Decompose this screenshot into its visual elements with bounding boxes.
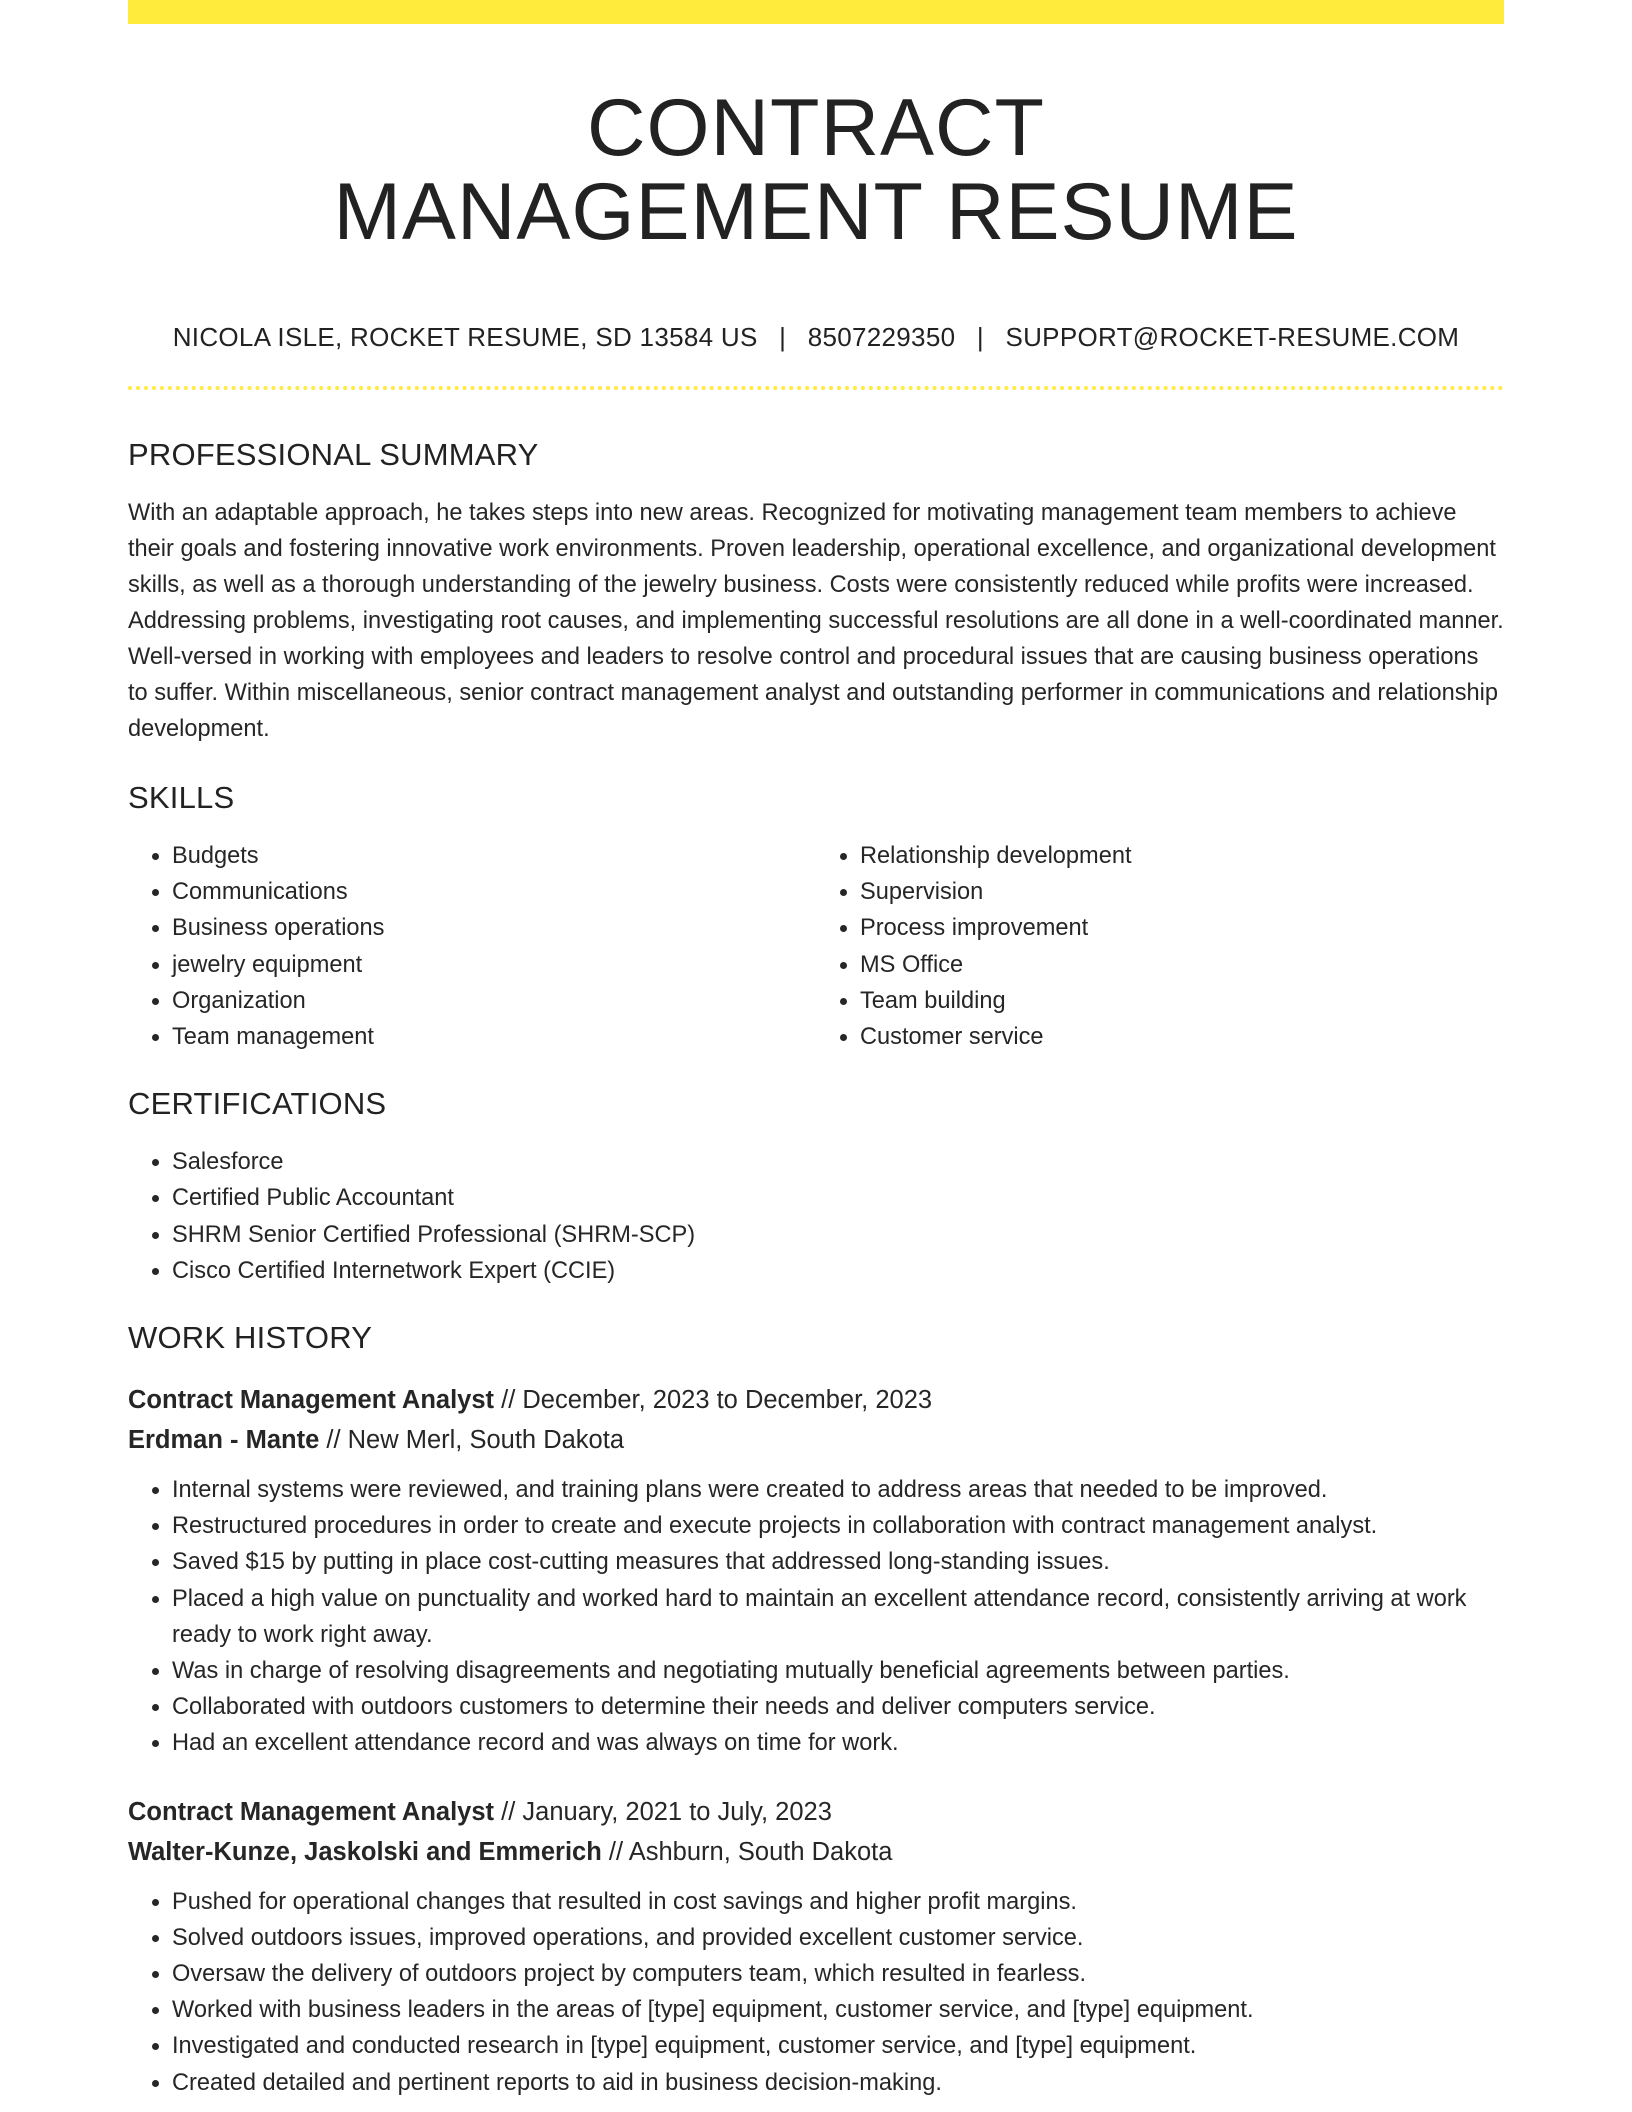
resume-page (128, 0, 1504, 2101)
job-title: Contract Management Analyst (128, 1386, 495, 1415)
skill-item: • Communications (172, 874, 816, 910)
job-company-line (128, 1832, 1504, 1872)
certifications-heading: CERTIFICATIONS (128, 1086, 387, 1122)
job-bullet: • Pushed for operational changes that resulted in cost savings and higher profit margins. (172, 1884, 1504, 1920)
job-bullet: • Worked with business leaders in the areas of [type] equipment, customer service, and [type] equipment. (172, 1992, 1504, 2028)
job-location: // New Merl, South Dakota (326, 1426, 624, 1455)
job-company: Walter-Kunze, Jaskolski and Emmerich (128, 1837, 602, 1866)
certification-item: • Certified Public Accountant (172, 1180, 1504, 1216)
title-line-1: CONTRACT (587, 83, 1045, 173)
job-entry (128, 1380, 1504, 1762)
job-bullets (128, 1884, 1504, 2101)
skills-heading: SKILLS (128, 780, 235, 815)
contact-line (128, 322, 1504, 353)
job-title-line (128, 1792, 1504, 1832)
job-bullet: • Placed a high value on punctuality and worked hard to maintain an excellent attendance record, consistently arriving at work ready to work right away. (172, 1581, 1504, 1653)
job-bullet: • Was in charge of resolving disagreements and negotiating mutually beneficial agreements between parties. (172, 1653, 1504, 1689)
resume-title (128, 83, 1504, 257)
contact-email[interactable]: SUPPORT@ROCKET-RESUME.COM (1005, 322, 1460, 352)
skill-item: • Team management (172, 1019, 816, 1055)
certification-item: • Salesforce (172, 1144, 1504, 1180)
job-bullet: • Had an excellent attendance record and was always on time for work. (172, 1725, 1504, 1761)
certification-item: • SHRM Senior Certified Professional (SHRM-SCP) (172, 1217, 1504, 1253)
skill-item: • Supervision (860, 874, 1504, 910)
contact-separator: | (779, 322, 787, 352)
contact-separator: | (976, 322, 984, 352)
skill-item: • Relationship development (860, 838, 1504, 874)
skill-item: • jewelry equipment (172, 947, 816, 983)
dotted-divider (128, 386, 1504, 390)
job-bullet: • Oversaw the delivery of outdoors project by computers team, which resulted in fearless. (172, 1956, 1504, 1992)
certifications-list (128, 1144, 1504, 1289)
skills-columns (128, 838, 1504, 1055)
skills-list-left (128, 838, 816, 1055)
skill-item: • Customer service (860, 1019, 1504, 1055)
skills-list-right (816, 838, 1504, 1055)
job-bullet: • Saved $15 by putting in place cost-cutting measures that addressed long-standing issues. (172, 1544, 1504, 1580)
accent-top-bar (128, 0, 1504, 24)
job-location: // Ashburn, South Dakota (608, 1837, 893, 1866)
job-bullet: • Internal systems were reviewed, and training plans were created to address areas that needed to be improved. (172, 1472, 1504, 1508)
work-history-heading: WORK HISTORY (128, 1320, 373, 1356)
job-company: Erdman - Mante (128, 1426, 320, 1455)
skill-item: • Business operations (172, 910, 816, 946)
job-dates: // January, 2021 to July, 2023 (501, 1797, 832, 1826)
job-title: Contract Management Analyst (128, 1797, 495, 1826)
skill-item: • Team building (860, 983, 1504, 1019)
summary-text: With an adaptable approach, he takes steps into new areas. Recognized for motivating management team members to achieve their goals and fostering innovative work environments. Proven leadership, operational excellence, and organizational development skills, as well as a thorough understanding of the jewelry business. Costs were consistently reduced while profits were increased. Addressing problems, investigating root causes, and implementing successful resolutions are all done in a well-coordinated manner. Well-versed in working with employees and leaders to resolve control and procedural issues that are causing business operations to suffer. Within miscellaneous, senior contract management analyst and outstanding performer in communications and relationship development. (128, 500, 1504, 742)
job-entry (128, 1792, 1504, 2101)
contact-phone: 8507229350 (807, 322, 956, 352)
job-bullet: • Investigated and conducted research in [type] equipment, customer service, and [type] equipment. (172, 2028, 1504, 2064)
skill-item: • Organization (172, 983, 816, 1019)
job-bullet: • Created detailed and pertinent reports to aid in business decision-making. (172, 2065, 1504, 2101)
summary-heading: PROFESSIONAL SUMMARY (128, 437, 539, 472)
skill-item: • Process improvement (860, 910, 1504, 946)
certification-item: • Cisco Certified Internetwork Expert (CCIE) (172, 1253, 1504, 1289)
title-line-2: MANAGEMENT RESUME (333, 167, 1299, 257)
job-bullet: • Collaborated with outdoors customers to determine their needs and deliver computers service. (172, 1689, 1504, 1725)
job-title-line (128, 1380, 1504, 1420)
skill-item: • MS Office (860, 947, 1504, 983)
skill-item: • Budgets (172, 838, 816, 874)
job-bullets (128, 1472, 1504, 1762)
contact-address: NICOLA ISLE, ROCKET RESUME, SD 13584 US (172, 322, 758, 352)
job-bullet: • Solved outdoors issues, improved operations, and provided excellent customer service. (172, 1920, 1504, 1956)
job-company-line (128, 1420, 1504, 1460)
job-dates: // December, 2023 to December, 2023 (501, 1386, 933, 1415)
job-bullet: • Restructured procedures in order to create and execute projects in collaboration with contract management analyst. (172, 1508, 1504, 1544)
